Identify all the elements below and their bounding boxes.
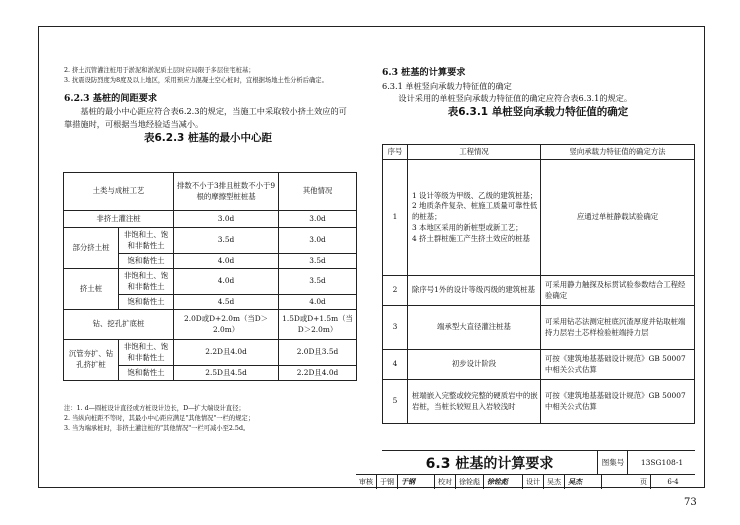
- t2-r3-no: 3: [383, 306, 408, 350]
- section-6-2-3-title: 6.2.3 基桩的间距要求: [64, 92, 158, 104]
- note-3: 3. 抗震设防烈度为8度及以上地区，采用预应力混凝土空心桩时，宜根据场地土性分析后确定。: [64, 76, 328, 84]
- t1-r4-type: 非饱和土、饱和非黏性土: [119, 269, 174, 295]
- t1-r4-b: 4.0d: [174, 269, 279, 295]
- page-label: 页: [602, 475, 651, 489]
- t2-r2-case: 除序号1外的设计等级丙级的建筑桩基: [408, 276, 541, 306]
- t1-r6-c: 1.5D或D+1.5m（当D＞2.0m）: [279, 310, 357, 340]
- t1-r1-c: 3.0d: [279, 211, 357, 228]
- t2-r1-method: 应通过单桩静载试验确定: [541, 160, 695, 276]
- designer-name: 吴杰: [544, 475, 565, 489]
- t1-r6-b: 2.0D或D+2.0m（当D＞2.0m）: [174, 310, 279, 340]
- reviewer-signature: 于钢: [398, 475, 435, 489]
- t1-r7-type: 非饱和土、饱和非黏性土: [119, 340, 174, 366]
- t2-r1-no: 1: [383, 160, 408, 276]
- checker-signature: 徐铨彪: [484, 475, 523, 489]
- t1-r2-c: 3.0d: [279, 228, 357, 254]
- title-block-title: 6.3 桩基的计算要求: [425, 455, 554, 472]
- table-6-2-3-caption: 表6.2.3 桩基的最小中心距: [143, 131, 273, 144]
- t1-r8-c: 2.2D且4.0d: [279, 366, 357, 381]
- t1-r5-c: 4.0d: [279, 295, 357, 310]
- atlas-label: 图集号: [597, 451, 628, 474]
- t1-header-friction: 排数不小于3排且桩数不小于9根的摩擦型桩桩基: [174, 173, 279, 211]
- t1-group-partial: 部分挤土桩: [64, 228, 119, 269]
- page-number: 73: [684, 497, 697, 508]
- note-2: 2. 挤土沉管灌注桩用于淤泥和淤泥质土层时应局限于多层住宅桩基；: [64, 67, 255, 74]
- t1-r8-b: 2.5D且4.5d: [174, 366, 279, 381]
- table-6-3-1: [382, 144, 695, 424]
- t2-header-no: 序号: [383, 145, 408, 160]
- t1-r2-b: 3.5d: [174, 228, 279, 254]
- reviewer-name: 于钢: [377, 475, 398, 489]
- t1-r1-b: 3.0d: [174, 211, 279, 228]
- t1-r4-c: 3.5d: [279, 269, 357, 295]
- design-label: 设计: [523, 475, 544, 489]
- t2-header-case: 工程情况: [408, 145, 541, 160]
- section-6-3-heading: 6.3 桩基的计算要求: [382, 67, 466, 78]
- t2-r3-method: 可采用钻芯法测定桩底沉渣厚度并钻取桩端持力层岩土芯样检验桩端持力层: [541, 306, 695, 350]
- t1-r5-type: 饱和黏性土: [119, 295, 174, 310]
- t1-r3-c: 3.5d: [279, 254, 357, 269]
- check-label: 校对: [435, 475, 456, 489]
- t2-r5-case: 桩端嵌入完整或较完整的硬质岩中的嵌岩桩，当桩长较短且入岩较浅时: [408, 380, 541, 424]
- t2-r4-case: 初步设计阶段: [408, 350, 541, 380]
- left-column: [64, 66, 352, 147]
- t2-r4-method: 可按《建筑地基基础设计规范》GB 50007中相关公式估算: [541, 350, 695, 380]
- t2-r2-no: 2: [383, 276, 408, 306]
- t1-r2-type: 非饱和土、饱和非黏性土: [119, 228, 174, 254]
- t2-r5-no: 5: [383, 380, 408, 424]
- t1-r3-type: 饱和黏性土: [119, 254, 174, 269]
- t2-r5-method: 可按《建筑地基基础设计规范》GB 50007中相关公式估算: [541, 380, 695, 424]
- table-6-2-3-footnotes: [64, 404, 360, 434]
- atlas-number: 13SG108-1: [627, 451, 696, 474]
- t1-group-rammed: 沉管夯扩、钻孔挤扩桩: [64, 340, 119, 381]
- designer-signature: 吴杰: [565, 475, 602, 489]
- right-column: [382, 66, 694, 121]
- page-code: 6-4: [667, 478, 679, 486]
- t1-header-soil: 土类与成桩工艺: [64, 173, 174, 211]
- section-6-3-1-body: 设计采用的单桩竖向承载力特征值的确定应符合表6.3.1的规定。: [398, 93, 633, 104]
- t1-r3-b: 4.0d: [174, 254, 279, 269]
- t1-r1-type: 非挤土灌注桩: [64, 211, 174, 228]
- t1-header-other: 其他情况: [279, 173, 357, 211]
- table-6-3-1-caption: 表6.3.1 单桩竖向承载力特征值的确定: [447, 106, 629, 119]
- footnote-3: 3. 当为端承桩时，非挤土灌注桩的"其他情况"一栏可减小至2.5d。: [64, 425, 250, 433]
- t1-r8-type: 饱和黏性土: [119, 366, 174, 381]
- t2-header-method: 竖向承载力特征值的确定方法: [541, 145, 695, 160]
- t1-r6-type: 钻、挖孔扩底桩: [64, 310, 174, 340]
- signature-row: [356, 474, 695, 489]
- t2-r1-case: 1 设计等级为甲级、乙级的建筑桩基； 2 地质条件复杂、桩施工质量可靠性低的桩基； 3 本地区采用的新桩型或新工艺； 4 挤土群桩施工产生挤土效应的桩基: [408, 160, 541, 276]
- t1-r7-c: 2.0D且3.5d: [279, 340, 357, 366]
- t2-r2-method: 可采用静力触探及标贯试验参数结合工程经验确定: [541, 276, 695, 306]
- section-6-2-3-body: 基桩的最小中心距应符合表6.2.3的规定，当施工中采取较小挤土效应的可靠措施时，可根据当地经验适当减小。: [64, 106, 347, 129]
- t2-r3-case: 端承型大直径灌注桩基: [408, 306, 541, 350]
- section-6-3-1-title: 6.3.1 单桩竖向承载力特征值的确定: [382, 80, 512, 91]
- title-block: [359, 450, 695, 488]
- t1-r5-b: 4.5d: [174, 295, 279, 310]
- review-label: 审核: [356, 475, 377, 489]
- checker-name: 徐铨彪: [456, 475, 484, 489]
- t2-r4-no: 4: [383, 350, 408, 380]
- table-6-2-3: [63, 172, 357, 381]
- t1-group-displacement: 挤土桩: [64, 269, 119, 310]
- t1-r7-b: 2.2D且4.0d: [174, 340, 279, 366]
- footnote-1: 注：1. d—圆桩设计直径或方桩设计边长，D—扩大端设计直径；: [64, 405, 245, 412]
- footnote-2: 2. 当纵向桩距不等时，其最小中心距应满足"其他情况"一栏的规定；: [64, 415, 255, 423]
